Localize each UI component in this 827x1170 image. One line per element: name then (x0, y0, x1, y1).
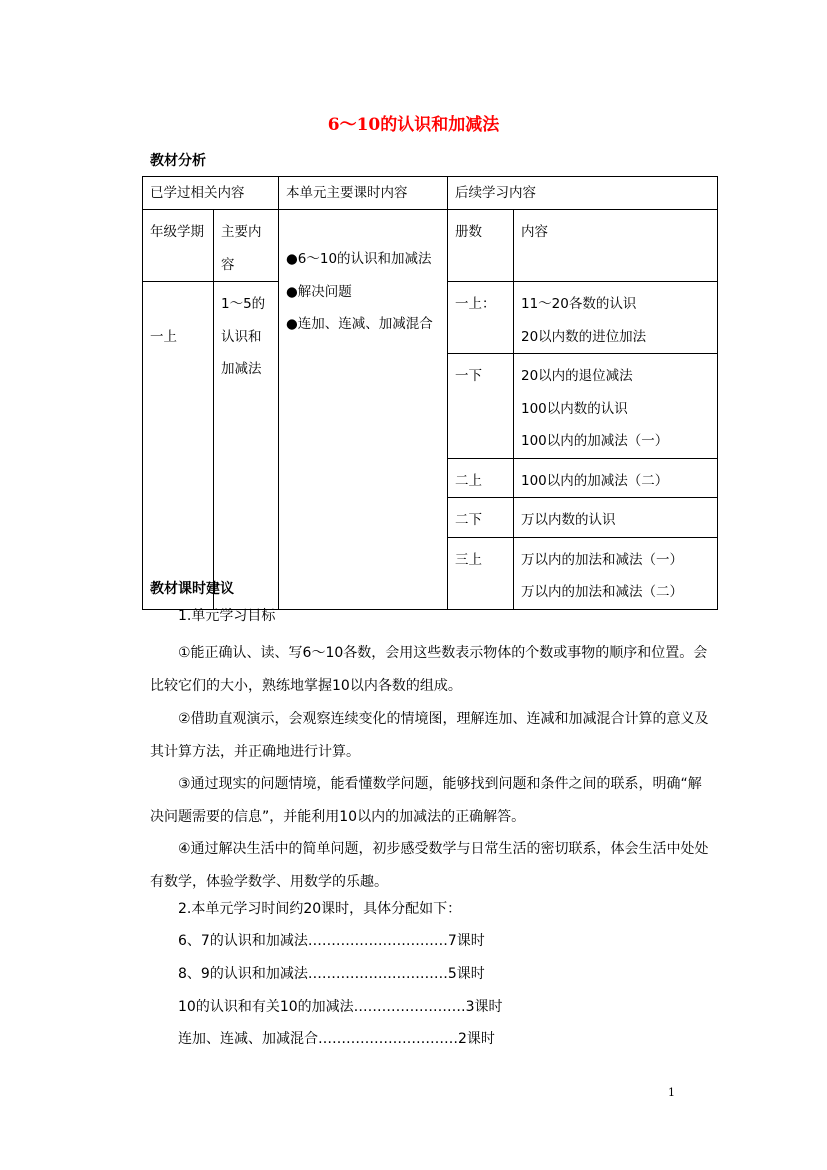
sub-content: 内容 (514, 210, 718, 282)
header-current: 本单元主要课时内容 (279, 177, 448, 210)
later-book: 一上： (448, 282, 514, 354)
page-title: 6～10的认识和加减法 (327, 115, 500, 135)
later-item: 万以内数的认识 (521, 512, 616, 528)
later-item: 20以内的退位减法 (521, 368, 633, 384)
header-prior: 已学过相关内容 (143, 177, 279, 210)
later-item: 100以内的加减法（二） (521, 472, 669, 489)
current-item: ●连加、连减、加减混合 (286, 316, 433, 332)
analysis-table (142, 176, 718, 610)
prior-content: 1～5的认识和加减法 (214, 282, 279, 610)
schedule-line: 6、7的认识和加减法…………………………7课时 (178, 933, 485, 949)
later-content (514, 537, 718, 609)
later-content (514, 498, 718, 538)
goal-paragraph: ①能正确认、读、写6～10各数，会用这些数表示物体的个数或事物的顺序和位置。会比较它们的大小，熟练地掌握10以内各数的组成。 (150, 645, 708, 694)
goal-paragraph: ③通过现实的问题情境，能看懂数学问题，能够找到问题和条件之间的联系，明确“解决问题需要的信息”，并能利用10以内的加减法的正确解答。 (150, 776, 702, 825)
current-item: ●6～10的认识和加减法 (286, 251, 432, 267)
later-item: 20以内数的进位加法 (521, 328, 647, 345)
later-content (514, 354, 718, 459)
later-item: 11～20各数的认识 (521, 296, 637, 312)
section-heading-schedule: 教材课时建议 (150, 581, 234, 597)
sub-main: 主要内容 (214, 210, 279, 282)
current-item: ●解决问题 (286, 283, 352, 300)
schedule-line: 连加、连减、加减混合…………………………2课时 (178, 1031, 495, 1047)
later-item: 万以内的加法和减法（二） (521, 584, 683, 600)
later-item: 100以内的加减法（一） (521, 433, 669, 449)
schedule-line: 8、9的认识和加减法…………………………5课时 (178, 966, 485, 982)
later-book: 二上 (448, 458, 514, 498)
schedule-line: 10的认识和有关10的加减法……………………3课时 (178, 999, 503, 1015)
prior-grade: 一上 (143, 282, 214, 610)
later-content (514, 282, 718, 354)
sub-grade: 年级学期 (143, 210, 214, 282)
later-content (514, 458, 718, 498)
later-book: 二下 (448, 498, 514, 538)
later-item: 万以内的加法和减法（一） (521, 551, 683, 568)
section-heading-analysis: 教材分析 (150, 153, 206, 169)
goal-paragraph: ④通过解决生活中的简单问题，初步感受数学与日常生活的密切联系，体会生活中处处有数学，体验学数学、用数学的乐趣。 (150, 841, 709, 890)
later-book: 一下 (448, 354, 514, 459)
goal-paragraph: ②借助直观演示，会观察连续变化的情境图，理解连加、连减和加减混合计算的意义及其计算方法，并正确地进行计算。 (150, 711, 709, 760)
goals-heading: 1.单元学习目标 (178, 608, 276, 624)
later-book: 三上 (448, 537, 514, 609)
later-item: 100以内数的认识 (521, 400, 628, 417)
sub-book: 册数 (448, 210, 514, 282)
header-later: 后续学习内容 (448, 177, 718, 210)
time-heading: 2.本单元学习时间约20课时，具体分配如下： (178, 901, 462, 917)
page-number: 1 (668, 1086, 675, 1099)
current-content-cell (279, 210, 448, 610)
